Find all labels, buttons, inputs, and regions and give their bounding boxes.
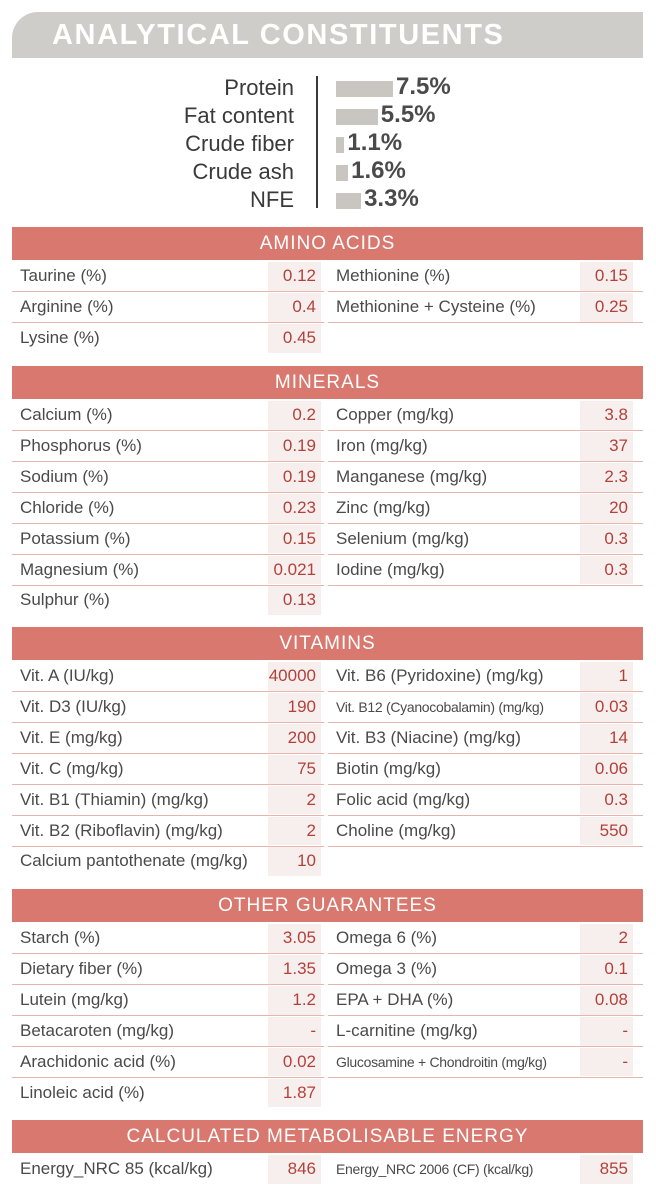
table-row	[12, 923, 322, 953]
nutrient-label: Energy_NRC 2006 (CF) (kcal/kg)	[336, 1161, 534, 1177]
row-divider	[328, 846, 643, 847]
nutrient-value: 0.1	[604, 958, 628, 978]
nutrient-value: 200	[287, 727, 316, 747]
nutrient-value: 0.3	[604, 528, 628, 548]
nutrient-value: 10	[297, 851, 316, 871]
table-row	[328, 816, 638, 846]
nutrient-value: 1.35	[282, 958, 316, 978]
table-row	[12, 292, 322, 322]
analytical-label: Fat content	[183, 103, 294, 128]
nutrient-label: Taurine (%)	[20, 266, 107, 285]
table-row	[328, 261, 638, 291]
section-header: CALCULATED METABOLISABLE ENERGY	[12, 1120, 643, 1153]
nutrient-value: 0.08	[594, 989, 628, 1009]
table-row	[328, 493, 638, 523]
nutrient-value: 0.03	[594, 696, 628, 716]
table-row	[328, 524, 638, 554]
table-row	[12, 754, 322, 784]
nutrient-label: Iodine (mg/kg)	[336, 559, 445, 579]
nutrient-value: 0.25	[594, 296, 628, 316]
nutrient-value: 40000	[268, 666, 316, 685]
nutrient-value: 14	[609, 727, 628, 747]
nutrient-label: Vit. D3 (IU/kg)	[20, 696, 127, 716]
nutrient-label: Selenium (mg/kg)	[336, 528, 470, 548]
nutrient-value: 20	[609, 497, 628, 517]
nutrient-value: 0.02	[282, 1051, 316, 1071]
nutrient-label: Arachidonic acid (%)	[20, 1051, 176, 1071]
analytical-row	[0, 102, 656, 130]
nutrient-value: 1.87	[282, 1082, 316, 1102]
table-row	[328, 292, 638, 322]
nutrient-value: 0.19	[282, 435, 316, 455]
nutrient-label: Vit. B1 (Thiamin) (mg/kg)	[20, 789, 209, 809]
nutrient-value: 2.3	[604, 466, 628, 486]
table-row	[328, 785, 638, 815]
nutrient-label: Vit. E (mg/kg)	[20, 727, 123, 747]
analytical-bar	[336, 109, 378, 125]
analytical-row	[0, 186, 656, 214]
section-header: VITAMINS	[12, 627, 643, 660]
section-header: MINERALS	[12, 366, 643, 399]
table-row	[12, 846, 322, 876]
table-row	[328, 400, 638, 430]
nutrient-value: 846	[287, 1159, 316, 1178]
nutrient-label: Choline (mg/kg)	[336, 820, 456, 840]
nutrient-value: 1.2	[292, 989, 316, 1009]
table-row	[328, 1154, 638, 1184]
section-header: AMINO ACIDS	[12, 227, 643, 260]
table-row	[12, 524, 322, 554]
analytical-bar	[336, 193, 361, 209]
table-row	[12, 585, 322, 615]
analytical-divider	[316, 76, 318, 208]
nutrient-label: Calcium pantothenate (mg/kg)	[20, 851, 248, 871]
table-row	[328, 923, 638, 953]
nutrient-label: Omega 3 (%)	[336, 958, 438, 978]
nutrient-value: 0.021	[273, 559, 316, 579]
analytical-value: 5.5%	[380, 101, 436, 128]
analytical-constituents	[0, 70, 656, 220]
nutrient-value: 2	[306, 820, 316, 840]
nutrient-value: -	[622, 1051, 628, 1071]
row-divider	[328, 322, 643, 323]
table-row	[12, 692, 322, 722]
table-row	[12, 431, 322, 461]
table-row	[12, 785, 322, 815]
table-row	[12, 462, 322, 492]
nutrient-label: Lysine (%)	[20, 327, 100, 347]
nutrient-label: Magnesium (%)	[20, 559, 140, 579]
table-row	[328, 754, 638, 784]
analytical-bar	[336, 137, 344, 153]
row-divider	[328, 585, 643, 586]
nutrient-value: 3.05	[282, 928, 316, 947]
table-row	[12, 985, 322, 1015]
nutrient-label: Zinc (mg/kg)	[336, 497, 431, 517]
analytical-bar	[336, 165, 348, 181]
table-row	[12, 816, 322, 846]
nutrient-label: Starch (%)	[20, 928, 101, 947]
nutrient-label: Vit. C (mg/kg)	[20, 758, 124, 778]
table-row	[328, 1047, 638, 1077]
nutrient-label: Linoleic acid (%)	[20, 1082, 145, 1102]
nutrient-label: Methionine + Cysteine (%)	[336, 296, 536, 316]
analytical-label: Crude ash	[192, 159, 294, 184]
analytical-label: Crude fiber	[185, 131, 294, 156]
table-row	[12, 323, 322, 353]
nutrient-value: 0.3	[604, 789, 628, 809]
table-row	[12, 261, 322, 291]
table-row	[12, 661, 322, 691]
table-row	[12, 555, 322, 585]
nutrient-label: Manganese (mg/kg)	[336, 466, 488, 486]
nutrient-value: 855	[599, 1159, 628, 1178]
nutrient-value: 2	[618, 928, 628, 947]
table-row	[328, 985, 638, 1015]
nutrient-label: Folic acid (mg/kg)	[336, 789, 471, 809]
table-row	[12, 1047, 322, 1077]
nutrient-label: Lutein (mg/kg)	[20, 989, 129, 1009]
nutrient-value: 0.12	[282, 266, 316, 285]
nutrient-label: Vit. B6 (Pyridoxine) (mg/kg)	[336, 666, 544, 685]
table-row	[328, 723, 638, 753]
table-row	[328, 692, 638, 722]
nutrient-label: Potassium (%)	[20, 528, 131, 548]
table-row	[328, 954, 638, 984]
table-row	[12, 493, 322, 523]
page-title: ANALYTICAL CONSTITUENTS	[52, 19, 505, 51]
nutrient-label: Phosphorus (%)	[20, 435, 142, 455]
nutrient-label: Vit. B3 (Niacine) (mg/kg)	[336, 727, 521, 747]
nutrient-value: 0.4	[292, 296, 316, 316]
nutrient-value: 0.15	[594, 266, 628, 285]
row-divider	[328, 1077, 643, 1078]
nutrient-label: Betacaroten (mg/kg)	[20, 1020, 175, 1040]
analytical-label: Protein	[224, 75, 294, 100]
nutrient-value: 75	[297, 758, 316, 778]
table-row	[328, 462, 638, 492]
table-row	[12, 1016, 322, 1046]
nutrient-value: 0.13	[282, 590, 316, 610]
table-row	[328, 1016, 638, 1046]
analytical-row	[0, 158, 656, 186]
nutrient-label: Iron (mg/kg)	[336, 435, 428, 455]
nutrient-label: Vit. A (IU/kg)	[20, 666, 115, 685]
nutrient-label: Calcium (%)	[20, 405, 113, 424]
nutrient-label: Copper (mg/kg)	[336, 405, 455, 424]
nutrient-label: Vit. B2 (Riboflavin) (mg/kg)	[20, 820, 223, 840]
nutrient-value: -	[310, 1020, 316, 1040]
nutrient-value: 37	[609, 435, 628, 455]
analytical-row	[0, 74, 656, 102]
nutrient-label: Energy_NRC 85 (kcal/kg)	[20, 1159, 213, 1178]
nutrient-value: 190	[287, 696, 316, 716]
analytical-value: 1.1%	[347, 129, 403, 156]
table-row	[12, 400, 322, 430]
nutrient-value: 0.45	[282, 327, 316, 347]
table-row	[12, 1078, 322, 1108]
nutrient-value: 3.8	[604, 405, 628, 424]
table-row	[12, 1154, 322, 1184]
nutrient-label: EPA + DHA (%)	[336, 989, 454, 1009]
nutrient-label: Glucosamine + Chondroitin (mg/kg)	[336, 1053, 547, 1070]
nutrient-label: Sodium (%)	[20, 466, 109, 486]
nutrient-label: Sulphur (%)	[20, 590, 110, 610]
analytical-value: 3.3%	[364, 185, 419, 212]
nutrient-label: Chloride (%)	[20, 497, 115, 517]
nutrient-value: 550	[599, 820, 628, 840]
nutrient-value: 2	[306, 789, 316, 809]
analytical-label: NFE	[250, 187, 294, 212]
nutrient-value: 0.3	[604, 559, 628, 579]
nutrient-label: Methionine (%)	[336, 266, 451, 285]
section-header: OTHER GUARANTEES	[12, 889, 643, 922]
nutrient-label: Vit. B12 (Cyanocobalamin) (mg/kg)	[336, 698, 544, 715]
nutrient-label: Dietary fiber (%)	[20, 958, 143, 978]
nutrient-value: 1	[618, 666, 628, 685]
analytical-row	[0, 130, 656, 158]
analytical-value: 1.6%	[351, 157, 406, 184]
nutrient-label: L-carnitine (mg/kg)	[336, 1020, 478, 1040]
analytical-bar	[336, 81, 393, 97]
nutrient-label: Biotin (mg/kg)	[336, 758, 441, 778]
analytical-value: 7.5%	[396, 73, 451, 100]
nutrient-label: Arginine (%)	[20, 296, 114, 316]
nutrient-value: 0.23	[282, 497, 316, 517]
table-row	[328, 555, 638, 585]
table-row	[12, 954, 322, 984]
table-row	[328, 431, 638, 461]
nutrient-value: 0.2	[292, 405, 316, 424]
nutrient-value: 0.15	[282, 528, 316, 548]
nutrient-value: 0.19	[282, 466, 316, 486]
nutrient-value: 0.06	[594, 758, 628, 778]
nutrient-label: Omega 6 (%)	[336, 928, 438, 947]
table-row	[328, 661, 638, 691]
table-row	[12, 723, 322, 753]
nutrient-value: -	[622, 1020, 628, 1040]
